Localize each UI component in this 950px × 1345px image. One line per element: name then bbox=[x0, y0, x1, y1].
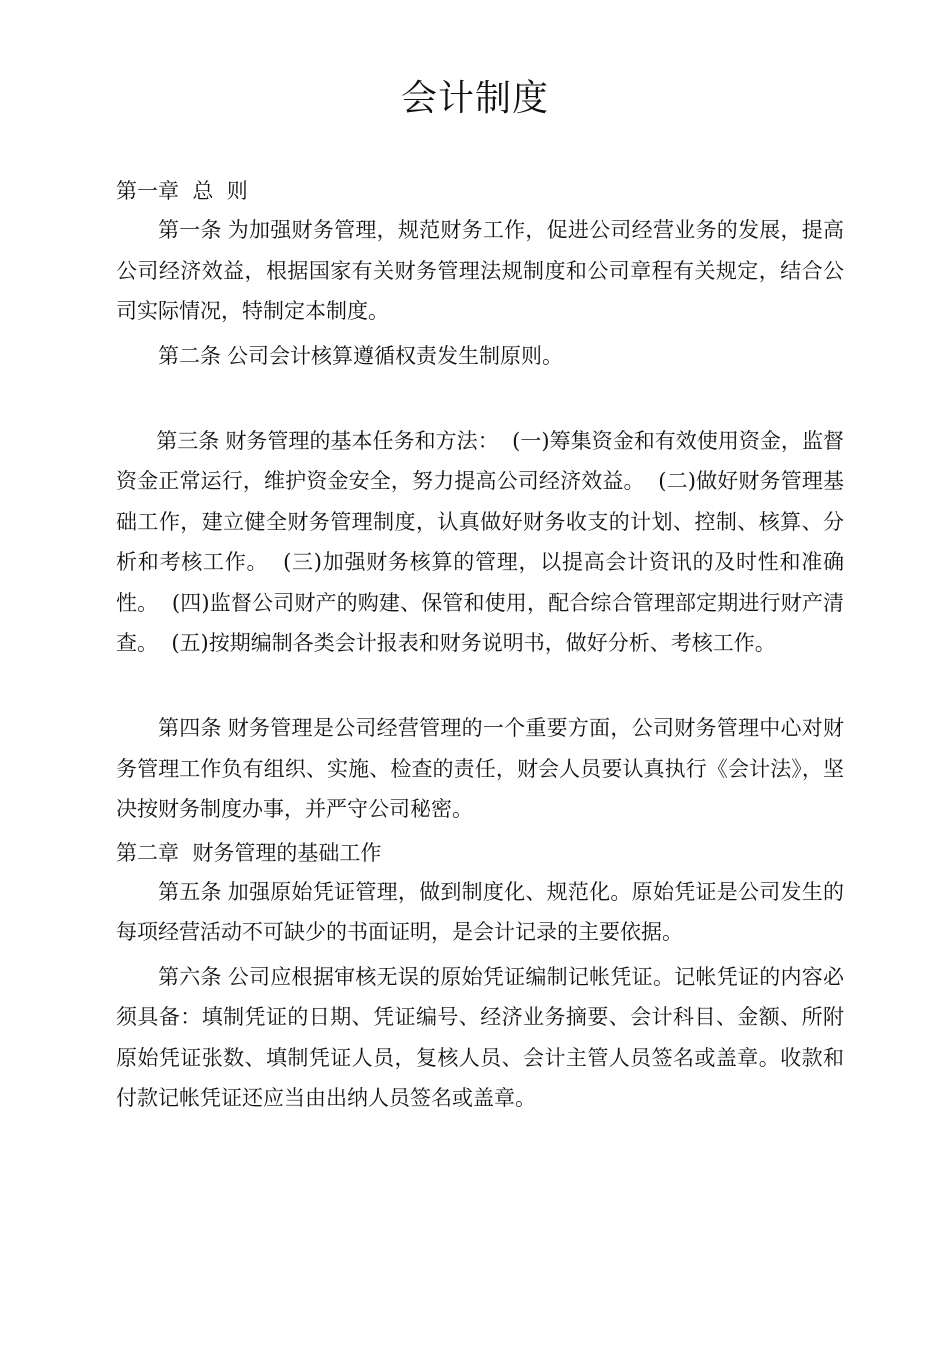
article-text: 为加强财务管理，规范财务工作，促进公司经营业务的发展，提高公司经济效益，根据国家有关财务管理法规制度和公司章程有关规定，结合公司实际情况，特制定本制度。 bbox=[116, 218, 845, 323]
article-number: 第六条 bbox=[158, 964, 222, 989]
article-number: 第二条 bbox=[158, 343, 221, 368]
document-title: 会计制度 bbox=[400, 78, 549, 119]
chapter-heading-1: 第一章 总 则 bbox=[116, 179, 248, 203]
article-5 bbox=[116, 872, 844, 953]
article-number: 第五条 bbox=[158, 879, 222, 904]
article-text: 财务管理是公司经营管理的一个重要方面，公司财务管理中心对财务管理工作负有组织、实施、检查的责任，财会人员要认真执行《会计法》，坚决按财务制度办事，并严守公司秘密。 bbox=[116, 716, 845, 821]
article-1 bbox=[116, 210, 844, 332]
article-text: 加强原始凭证管理，做到制度化、规范化。原始凭证是公司发生的每项经营活动不可缺少的书面证明，是会计记录的主要依据。 bbox=[116, 879, 845, 944]
article-number: 第四条 bbox=[158, 716, 222, 740]
document-body bbox=[116, 172, 844, 1123]
article-4 bbox=[116, 708, 844, 830]
article-2 bbox=[116, 336, 844, 377]
article-text: 公司会计核算遵循权责发生制原则。 bbox=[227, 343, 563, 368]
chapter-heading-2: 第二章 财务管理的基础工作 bbox=[116, 840, 382, 865]
article-6 bbox=[116, 957, 844, 1119]
article-text: 财务管理的基本任务和方法： (一)筹集资金和有效使用资金，监督资金正常运行，维护资金安全，努力提高公司经济效益。 (二)做好财务管理基础工作，建立健全财务管理制度，认真做好财务收支的计划、控制、核算、分析和考核工作。 (三)加强财务核算的管理，以提高会计资讯的及时性和准确性。 (四)监督公司财产的购建、保管和使用，配合综合管理部定期进行财产清查。 (五)按期编制各类会计报表和财务说明书，做好分析、考核工作。 bbox=[116, 428, 844, 655]
article-3 bbox=[116, 380, 844, 704]
article-number: 第三条 bbox=[156, 428, 220, 453]
article-text: 公司应根据审核无误的原始凭证编制记帐凭证。记帐凭证的内容必须具备：填制凭证的日期、凭证编号、经济业务摘要、会计科目、金额、所附原始凭证张数、填制凭证人员，复核人员、会计主管人员签名或盖章。收款和付款记帐凭证还应当由出纳人员签名或盖章。 bbox=[116, 964, 845, 1110]
article-number: 第一条 bbox=[158, 218, 222, 242]
